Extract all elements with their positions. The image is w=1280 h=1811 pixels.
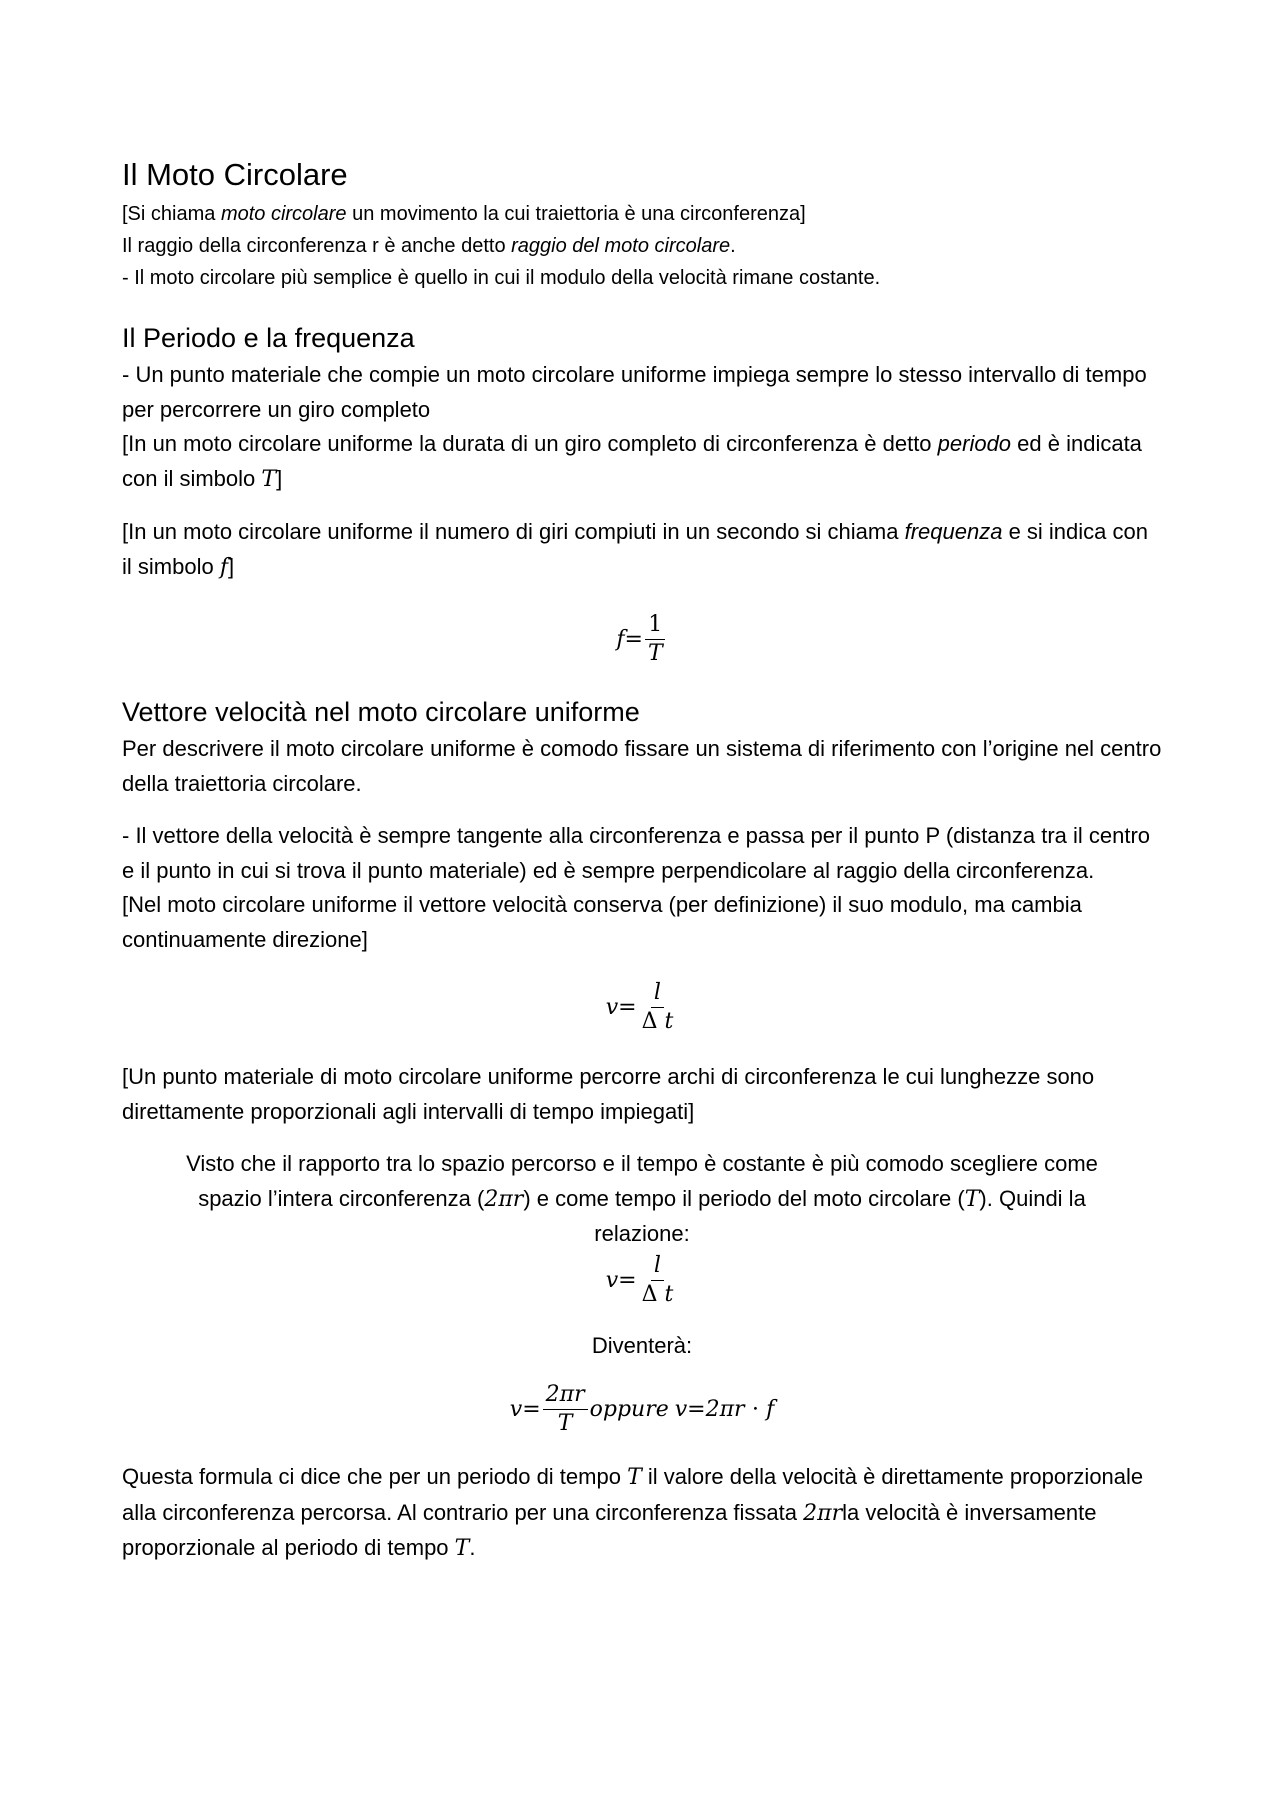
numerator: 1 — [645, 611, 665, 640]
numerator: l — [651, 1252, 664, 1281]
text: Questa formula ci dice che per un periodo di tempo — [122, 1464, 628, 1489]
text: ) e come tempo il periodo del moto circolare ( — [523, 1185, 965, 1211]
eq-equals: = — [624, 627, 643, 652]
text: . — [730, 235, 736, 257]
eq-equals: = — [522, 1397, 541, 1422]
text: [In un moto circolare uniforme il numero di giri compiuti in un secondo si chiama — [122, 519, 905, 544]
definition-raggio — [122, 230, 1162, 262]
eq-lhs: f — [616, 627, 625, 652]
text: ] — [276, 465, 283, 491]
denominator — [639, 1281, 677, 1309]
fraction — [639, 1252, 677, 1309]
text: ] — [227, 553, 235, 579]
text: la velocità è inversamente proporzionale al periodo di tempo — [122, 1499, 1097, 1560]
numerator: l — [651, 979, 664, 1008]
centered-line-1: Visto che il rapporto tra lo spazio percorso e il tempo è costante è più comodo scegliere come — [186, 1151, 1098, 1176]
delta-symbol: Δ — [641, 1009, 658, 1034]
note-modulo-costante: - Il moto circolare più semplice è quello in cui il modulo della velocità rimane costante. — [122, 267, 881, 289]
delta-symbol: Δ — [641, 1281, 658, 1307]
equation-velocita-2 — [122, 1252, 1162, 1309]
equation-velocita-1 — [122, 979, 1162, 1036]
text: Il raggio della circonferenza r è anche detto — [122, 235, 512, 257]
text: [In un moto circolare uniforme la durata di un giro completo di circonferenza è detto — [122, 431, 938, 456]
denominator — [639, 1008, 677, 1036]
math-symbol: 2πr — [803, 1500, 843, 1526]
math-symbol: f — [219, 554, 228, 580]
eq-equals: = — [618, 1267, 637, 1293]
den-var: t — [664, 1009, 674, 1034]
math-symbol: T — [454, 1536, 470, 1561]
paragraph-giro-completo: - Un punto materiale che compie un moto circolare uniforme impiega sempre lo stesso intervallo di tempo per percorrere un giro completo — [122, 362, 1147, 422]
math-symbol: 2πr — [484, 1186, 524, 1212]
heading-moto-circolare: Il Moto Circolare — [122, 157, 348, 192]
text: [Si chiama — [122, 203, 221, 225]
equation-frequenza — [122, 611, 1162, 668]
eq-lhs: v — [509, 1397, 523, 1422]
fraction — [645, 611, 666, 668]
eq-lhs: v — [605, 1267, 619, 1293]
emphasis: frequenza — [904, 519, 1003, 544]
emphasis: raggio del moto circolare — [511, 235, 731, 257]
centered-diventera: Diventerà: — [591, 1332, 693, 1358]
text: e si indica con il simbolo — [122, 519, 1148, 579]
math-symbol: T — [627, 1465, 642, 1490]
heading-vettore-velocita: Vettore velocità nel moto circolare uniforme — [122, 697, 640, 727]
paragraph-sistema-riferimento: Per descrivere il moto circolare uniforme è comodo fissare un sistema di riferimento con l’origine nel centro della traiettoria circolare. — [122, 736, 1162, 796]
centered-line-2 — [122, 1182, 1162, 1218]
math-symbol: T — [261, 466, 277, 492]
paragraph-conclusione — [122, 1460, 1162, 1567]
math-symbol: T — [964, 1186, 980, 1212]
eq-oppure: oppure — [589, 1397, 669, 1422]
emphasis: periodo — [937, 431, 1012, 456]
text: ). Quindi la — [979, 1185, 1086, 1211]
centered-line-3: relazione: — [594, 1221, 690, 1246]
document-page — [122, 152, 1162, 1567]
numerator: 2πr — [543, 1381, 588, 1410]
text: spazio l’intera circonferenza ( — [198, 1185, 485, 1211]
emphasis: moto circolare — [220, 203, 347, 225]
definition-frequenza — [122, 515, 1162, 585]
eq-lhs: v — [605, 995, 619, 1020]
equation-velocita-periodo — [122, 1381, 1162, 1438]
fraction — [543, 1381, 588, 1438]
paragraph-vettore-tangente: - Il vettore della velocità è sempre tangente alla circonferenza e passa per il punto P (distanza tra il centro e il punto in cui si trova il punto materiale) ed è sempre perpendicolare al raggio della circonferenza. — [122, 823, 1151, 883]
denominator: T — [647, 641, 663, 666]
fraction — [639, 979, 677, 1036]
paragraph-archi-proporzionali: [Un punto materiale di moto circolare uniforme percorre archi di circonferenza le cui lunghezze sono direttamente proporzionali agli intervalli di tempo impiegati] — [122, 1064, 1095, 1124]
text: il valore della velocità è direttamente proporzionale alla circonferenza percorsa. Al contrario per una circonferenza fissata — [122, 1464, 1144, 1525]
text: . — [469, 1535, 476, 1560]
text: ed è indicata con il simbolo — [122, 431, 1142, 491]
paragraph-vettore-direzione: [Nel moto circolare uniforme il vettore velocità conserva (per definizione) il suo modulo, ma cambia continuamente direzione] — [122, 892, 1082, 952]
text: un movimento la cui traiettoria è una circonferenza] — [346, 203, 806, 225]
heading-periodo-frequenza: Il Periodo e la frequenza — [122, 323, 415, 353]
eq-rhs-frequenza: v=2πr ⋅ f — [674, 1397, 775, 1422]
definition-moto-circolare — [122, 198, 1162, 230]
den-var: t — [664, 1281, 674, 1307]
definition-periodo — [122, 427, 1162, 497]
denominator: T — [557, 1411, 573, 1436]
eq-equals: = — [618, 995, 637, 1020]
